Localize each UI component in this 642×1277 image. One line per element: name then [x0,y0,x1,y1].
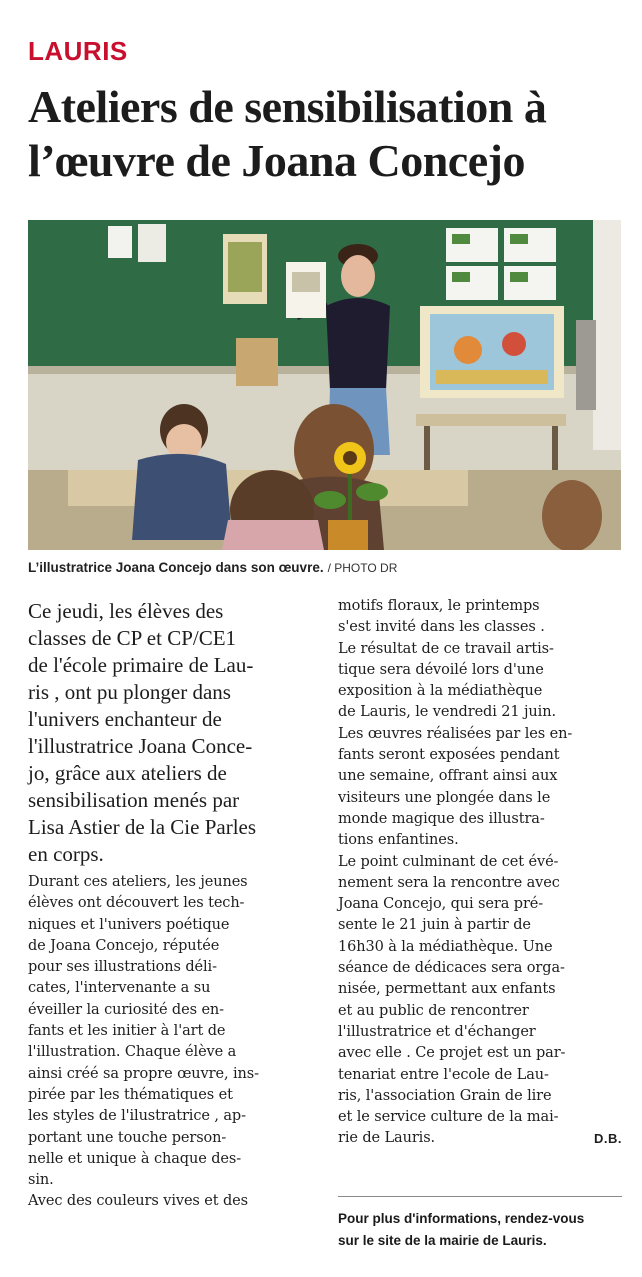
info-line: sur le site de la mairie de Lauris. [338,1233,547,1248]
body-line: visiteurs une plongée dans le [338,789,551,806]
body-line: fants seront exposées pendant [338,747,560,764]
body-paragraph [338,639,622,724]
body-line: ris, l'association Grain de lire [338,1087,552,1104]
body-line: élèves ont découvert les tech- [28,895,245,912]
body-line: et au public de rencontrer [338,1002,529,1019]
body-line: séance de dédicaces sera orga- [338,960,565,977]
body-paragraph [338,852,622,1129]
body-line: Durant ces ateliers, les jeunes [28,874,248,890]
info-divider [338,1196,622,1197]
body-line: pour ses illustrations déli- [28,959,217,976]
body-line: fants et les initier à l'art de [28,1023,226,1040]
body-line: les styles de l'ilustratrice , ap- [28,1108,246,1125]
body-line: cates, l'intervenante a su [28,980,211,997]
body-line: pirée par les thématiques et [28,1086,233,1103]
body-line: avec elle . Ce projet est un par- [338,1045,566,1062]
body-line: nisée, permettant aux enfants [338,981,556,998]
final-line [338,1128,622,1149]
classroom-photo [28,220,621,550]
lead-line: en corps. [28,842,104,866]
lead-line: Ce jeudi, les élèves des [28,599,224,623]
author-signature: D.B. [594,1131,622,1147]
body-line: tique sera dévoilé lors d'une [338,661,544,678]
body-line: Le résultat de ce travail artis- [338,640,554,657]
article-headline [28,80,628,188]
body-line: Le point culminant de cet évé- [338,853,559,870]
body-line: portant une touche person- [28,1129,227,1146]
left-column [28,598,312,1213]
body-line: tenariat entre l'ecole de Lau- [338,1066,549,1083]
body-line: s'est invité dans les classes . [338,619,545,636]
headline-line: Ateliers de sensibilisation à [28,81,547,132]
body-line: sente le 21 juin à partir de [338,917,531,934]
headline-line: l’œuvre de Joana Concejo [28,135,525,186]
body-line: rie de Lauris. [338,1130,436,1147]
photo-credit: / PHOTO DR [327,561,398,575]
body-line: sin. [28,1172,54,1189]
body-line: nelle et unique à chaque des- [28,1150,242,1167]
photo-caption [28,560,621,575]
body-line: ainsi créé sa propre œuvre, ins- [28,1065,259,1082]
lead-line: jo, grâce aux ateliers de [28,761,227,785]
lead-line: l'univers enchanteur de [28,707,222,731]
body-line: monde magique des illustra- [338,810,545,827]
body-line: 16h30 à la médiathèque. Une [338,938,553,955]
body-line: Avec des couleurs vives et des [28,1193,249,1210]
lead-line: l'illustratrice Joana Conce- [28,734,253,758]
lead-line: ris , ont pu plonger dans [28,680,231,704]
body-paragraph [338,596,622,639]
lead-line: sensibilisation menés par [28,788,240,812]
lead-line: classes de CP et CP/CE1 [28,626,237,650]
body-text-left [28,872,312,1213]
caption-text: L’illustratrice Joana Concejo dans son œuvre. [28,560,324,575]
body-line: Joana Concejo, qui sera pré- [338,896,544,913]
body-line: de Joana Concejo, réputée [28,937,220,954]
lead-line: de l'école primaire de Lau- [28,653,254,677]
section-kicker: LAURIS [28,36,128,66]
info-line: Pour plus d'informations, rendez-vous [338,1211,585,1226]
body-line: l'illustratrice et d'échanger [338,1023,536,1040]
body-line: niques et l'univers poétique [28,916,230,933]
info-box [338,1208,628,1252]
body-line: motifs floraux, le printemps [338,598,540,614]
body-line: tions enfantines. [338,832,459,849]
body-line: de Lauris, le vendredi 21 juin. [338,704,556,721]
right-column [338,596,622,1150]
body-line: une semaine, offrant ainsi aux [338,768,558,785]
lead-line: Lisa Astier de la Cie Parles [28,815,257,839]
body-paragraph [338,724,622,852]
body-line: nement sera la rencontre avec [338,874,560,891]
body-line: éveiller la curiosité des en- [28,1001,224,1018]
body-line: l'illustration. Chaque élève a [28,1044,237,1061]
body-line: exposition à la médiathèque [338,683,543,700]
body-line: et le service culture de la mai- [338,1109,559,1126]
body-line: Les œuvres réalisées par les en- [338,725,573,742]
lead-paragraph [28,598,312,868]
